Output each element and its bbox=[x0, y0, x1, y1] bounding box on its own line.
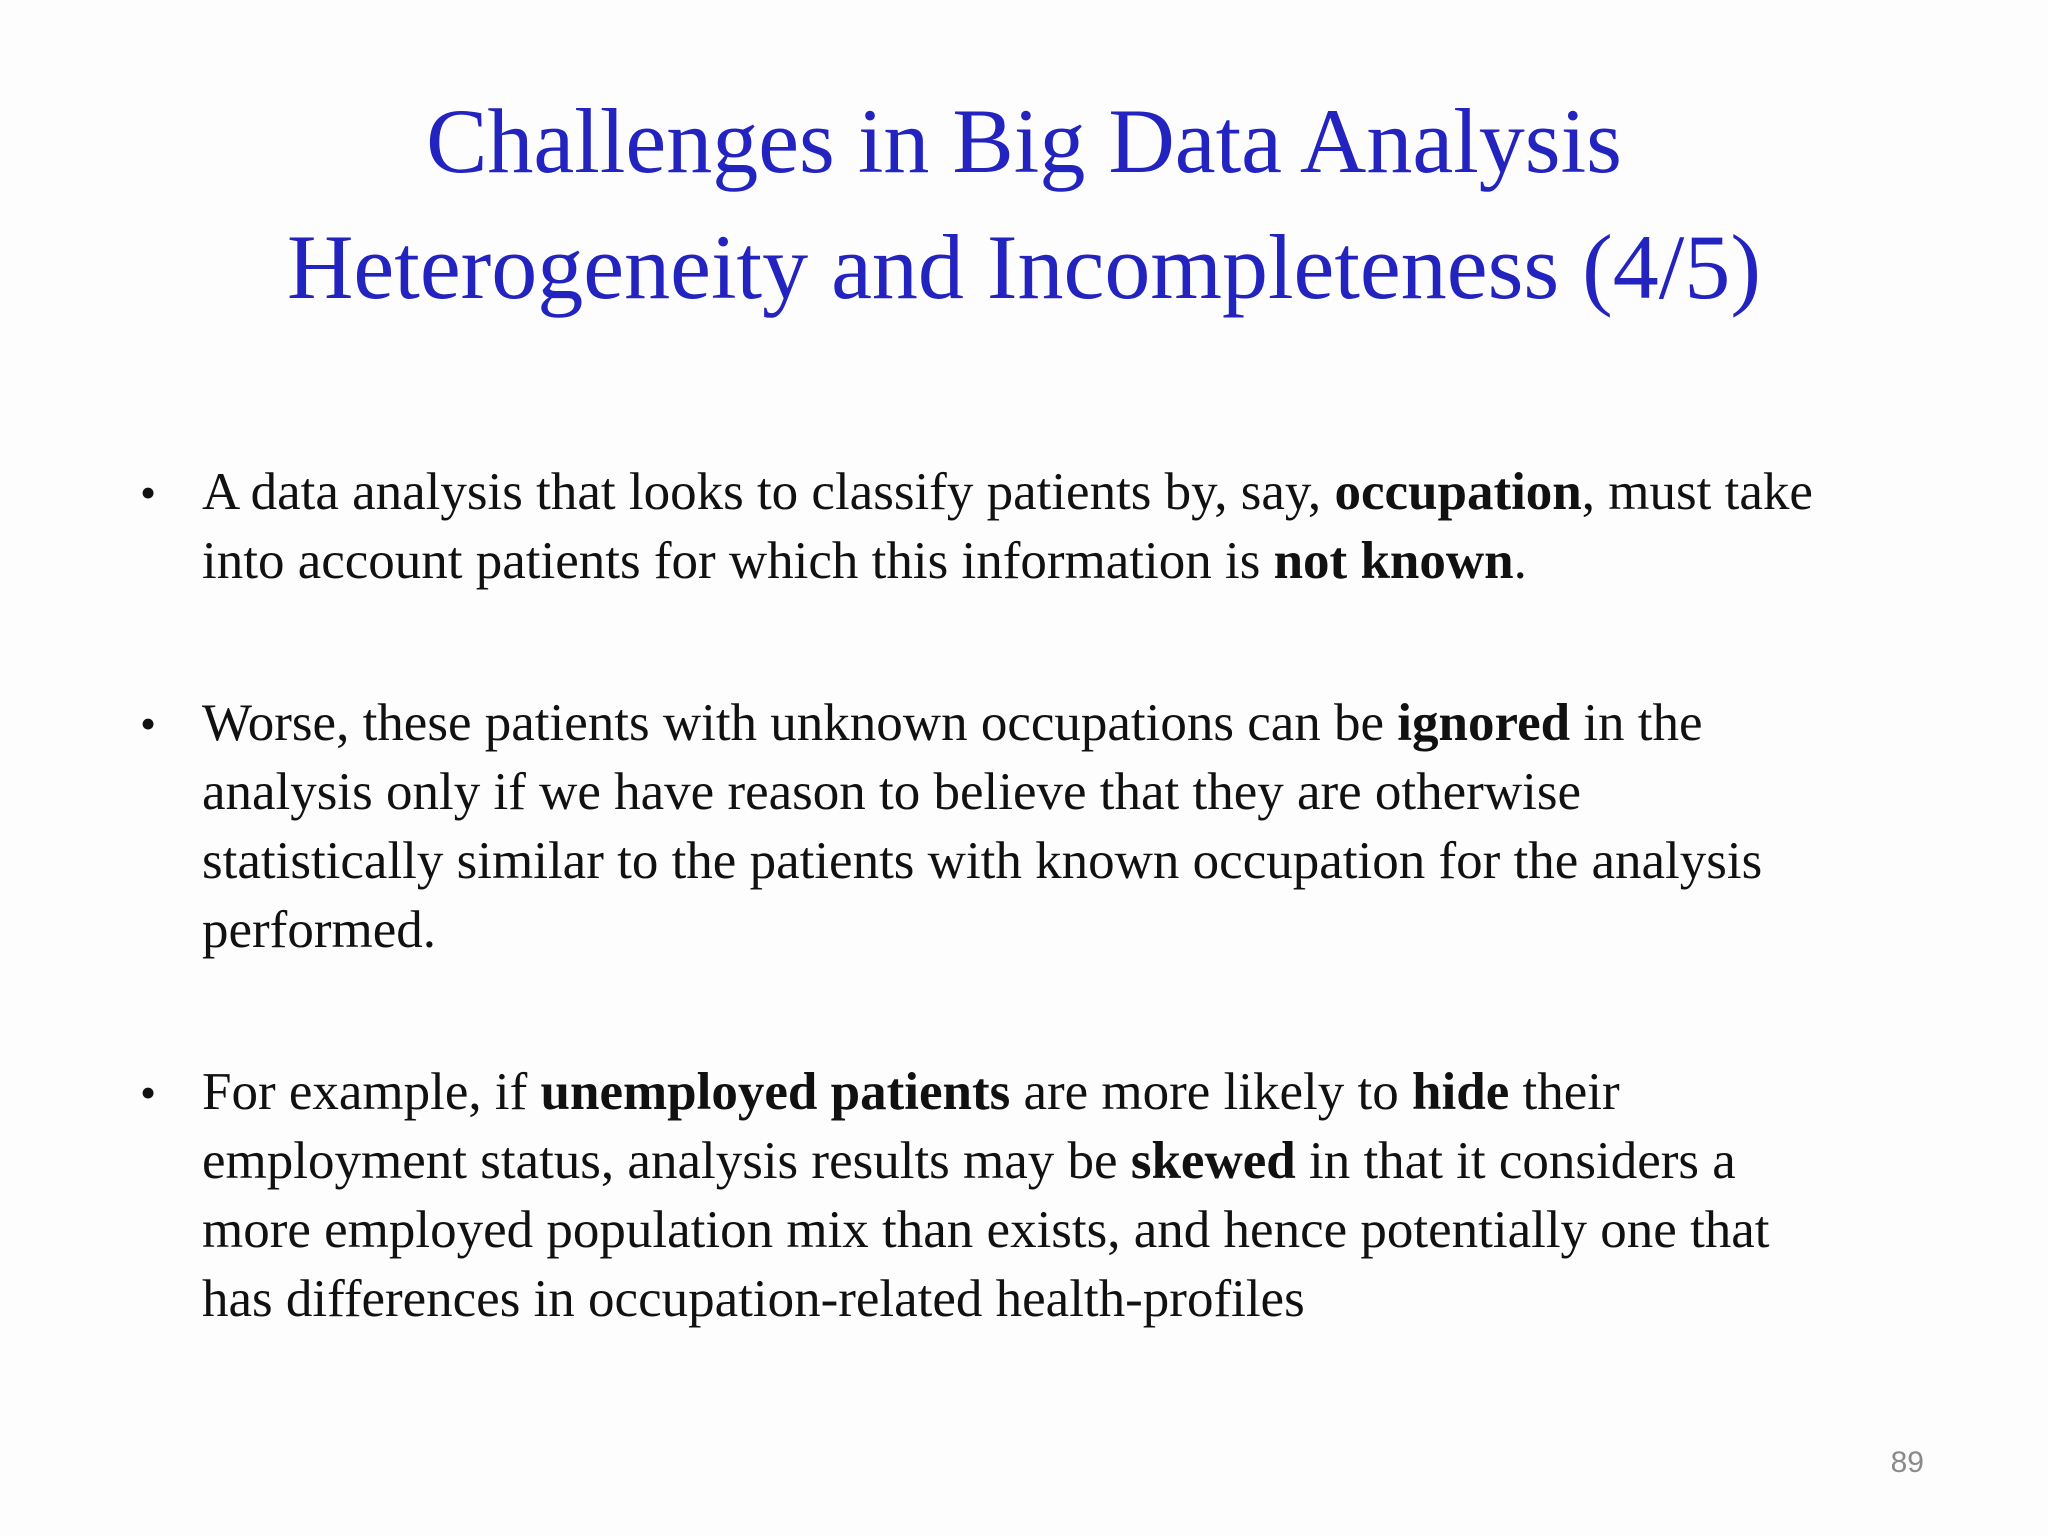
text-run: in that it considers a bbox=[1295, 1132, 1736, 1190]
bullet-line: more employed population mix than exists, and hence potentially one that bbox=[202, 1201, 1770, 1259]
bullet-item bbox=[140, 458, 1960, 596]
title-line-2: Heterogeneity and Incompleteness (4/5) bbox=[286, 216, 1762, 318]
bold-text-run: hide bbox=[1412, 1063, 1510, 1121]
bullet-line: statistically similar to the patients with known occupation for the analysis bbox=[202, 832, 1763, 890]
text-run: . bbox=[1513, 532, 1527, 590]
text-run: For example, if bbox=[202, 1063, 541, 1121]
bullet-marker: • bbox=[140, 698, 157, 749]
bold-text-run: skewed bbox=[1130, 1132, 1296, 1190]
slide-title bbox=[100, 78, 1948, 330]
bullet-list bbox=[140, 458, 1960, 1334]
bullet-line bbox=[202, 1058, 1960, 1127]
text-run: A data analysis that looks to classify patients by, say, bbox=[202, 463, 1335, 521]
bullet-line: analysis only if we have reason to believe that they are otherwise bbox=[202, 763, 1581, 821]
bold-text-run: unemployed patients bbox=[540, 1063, 1011, 1121]
text-run: employment status, analysis results may be bbox=[202, 1132, 1131, 1190]
bullet-line bbox=[202, 527, 1960, 596]
bold-text-run: occupation bbox=[1334, 463, 1582, 521]
bold-text-run: not known bbox=[1273, 532, 1514, 590]
text-run: in the bbox=[1570, 694, 1703, 752]
bullet-item bbox=[140, 1058, 1960, 1334]
bullet-item bbox=[140, 689, 1960, 965]
text-run: are more likely to bbox=[1010, 1063, 1413, 1121]
text-run: , must take bbox=[1581, 463, 1813, 521]
bullet-line bbox=[202, 1127, 1960, 1196]
page-number: 89 bbox=[1890, 1446, 1924, 1479]
text-run: their bbox=[1509, 1063, 1620, 1121]
bullet-line: has differences in occupation-related health-profiles bbox=[202, 1270, 1305, 1328]
bullet-line: performed. bbox=[202, 901, 436, 959]
bold-text-run: ignored bbox=[1397, 694, 1571, 752]
title-line-1: Challenges in Big Data Analysis bbox=[426, 90, 1622, 192]
bullet-marker: • bbox=[140, 467, 157, 518]
bullet-line bbox=[202, 689, 1960, 758]
text-run: into account patients for which this information is bbox=[202, 532, 1274, 590]
bullet-marker: • bbox=[140, 1067, 157, 1118]
text-run: Worse, these patients with unknown occupations can be bbox=[202, 694, 1398, 752]
bullet-line bbox=[202, 458, 1960, 527]
